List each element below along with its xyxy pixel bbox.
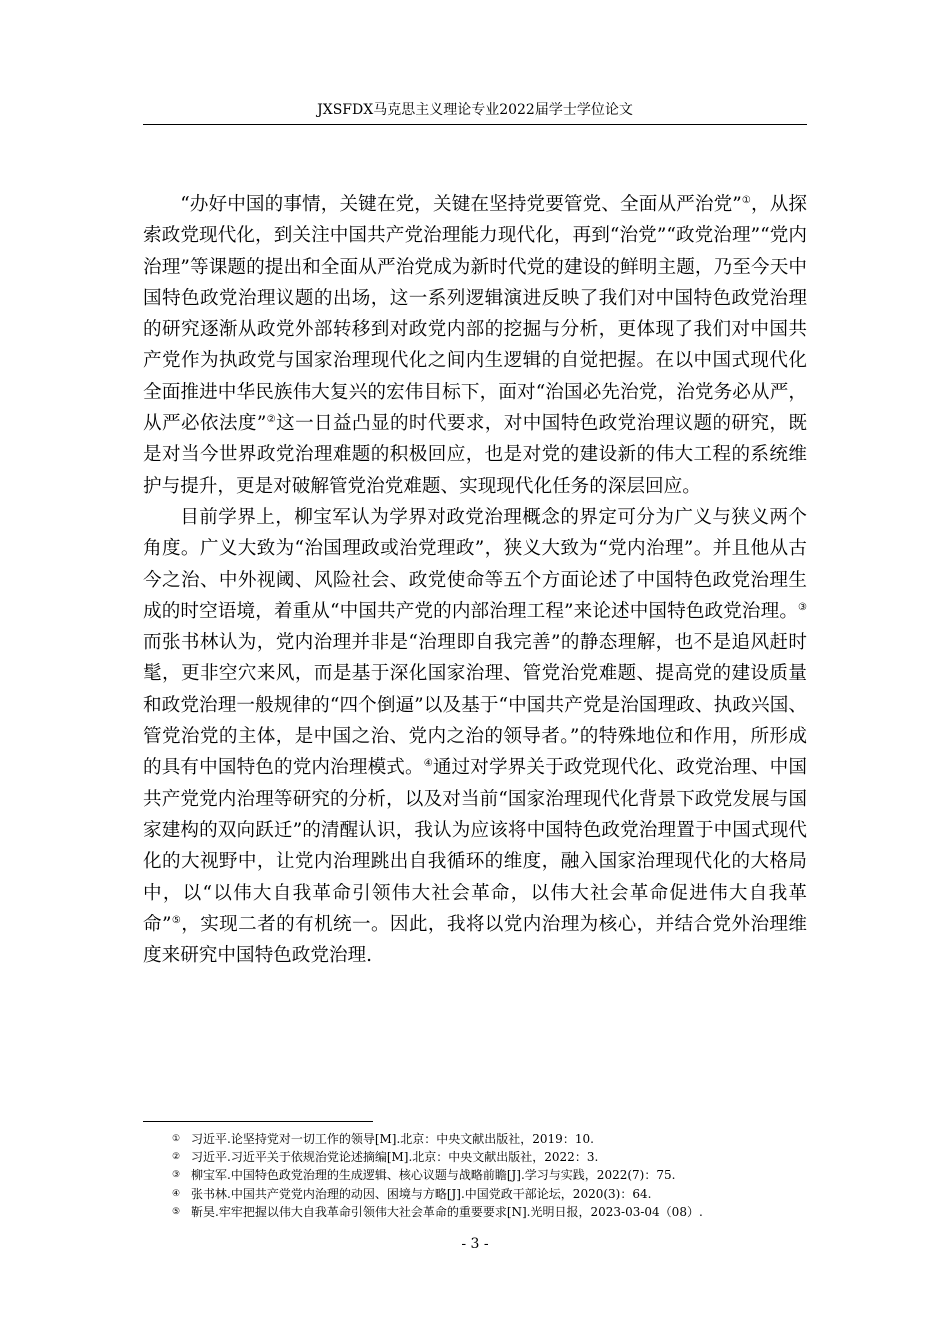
running-header: JXSFDX马克思主义理论专业2022届学士学位论文 [317,102,633,118]
paragraph [143,502,807,971]
footnote-item [172,1148,812,1166]
footnote-item [172,1203,812,1221]
text-run: 而张书林认为，党内治理并非是“治理即自我完善”的静态理解，也不是追风赶时髦，更非空穴来风，而是基于深化国家治理、管党治党难题、提高党的建设质量和政党治理一般规律的“四个倒逼”以及基于“中国共产党是治国理政、执政兴国、管党治党的主体，是中国之治、党内之治的领导者。”的特殊地位和作用，所形成的具有中国特色的党内治理模式。 [143,632,807,779]
body-text [143,189,807,971]
footnote-list [172,1130,812,1221]
paragraph [143,189,807,502]
footnote-ref[interactable]: ② [266,414,277,426]
footnote-text: 靳昊.牢牢把握以伟大自我革命引领伟大社会革命的重要要求[N].光明日报，2023-03-04（08）. [191,1204,703,1219]
footnote-marker: ② [172,1152,181,1163]
page-number: - 3 - [461,1236,489,1252]
text-run: 目前学界上，柳宝军认为学界对政党治理概念的界定可分为广义与狭义两个角度。广义大致为“治国理政或治党理政”，狭义大致为“党内治理”。并且他从古今之治、中外视阈、风险社会、政党使命等五个方面论述了中国特色政党治理生成的时空语境，着重从“中国共产党的内部治理工程”来论述中国特色政党治理。 [143,506,807,622]
footnote-item [172,1166,812,1184]
footnote-item [172,1185,812,1203]
footnote-text: 张书林.中国共产党党内治理的动因、困境与方略[J].中国党政干部论坛，2020(3)：64. [191,1186,652,1201]
footnote-marker: ③ [172,1170,181,1181]
text-run: ，从探索政党现代化，到关注中国共产党治理能力现代化，再到“治党”“政党治理”“党内治理”等课题的提出和全面从严治党成为新时代党的建设的鲜明主题，乃至今天中国特色政党治理议题的出场，这一系列逻辑演进反映了我们对中国特色政党治理的研究逐渐从政党外部转移到对政党内部的挖掘与分析，更体现了我们对中国共产党作为执政党与国家治理现代化之间内生逻辑的自觉把握。在以中国式现代化全面推进中华民族伟大复兴的宏伟目标下，面对“治国必先治党，治党务必从严，从严必依法度” [143,194,808,435]
footnote-ref[interactable]: ④ [423,758,433,770]
text-run: ，实现二者的有机统一。因此，我将以党内治理为核心，并结合党外治理维度来研究中国特色政党治理. [143,913,807,967]
footnote-ref[interactable]: ③ [798,601,807,613]
footnote-text: 习近平.论坚持党对一切工作的领导[M].北京：中央文献出版社，2019：10. [191,1132,594,1146]
text-run: “办好中国的事情，关键在党，关键在坚持党要管党、全面从严治党” [180,194,742,215]
footnote-ref[interactable]: ① [741,195,751,206]
footnote-marker: ⑤ [172,1206,181,1217]
footnote-ref[interactable]: ⑤ [171,914,182,926]
footnote-item [172,1130,812,1148]
footnote-marker: ④ [172,1188,181,1199]
footnote-text: 柳宝军.中国特色政党治理的生成逻辑、核心议题与战略前瞻[J].学习与实践，2022(7)：75. [191,1168,676,1183]
header-rule [143,124,807,125]
footnote-text: 习近平.习近平关于依规治党论述摘编[M].北京：中央文献出版社，2022：3. [191,1150,599,1165]
footnote-marker: ① [172,1134,181,1144]
footnote-separator [143,1121,373,1122]
text-run: 通过对学界关于政党现代化、政党治理、中国共产党党内治理等研究的分析，以及对当前“国家治理现代化背景下政党发展与国家建构的双向跃迁”的清醒认识，我认为应该将中国特色政党治理置于中国式现代化的大视野中，让党内治理跳出自我循环的维度，融入国家治理现代化的大格局中，以“以伟大自我革命引领伟大社会革命，以伟大社会革命促进伟大自我革命” [143,757,807,935]
text-run: 这一日益凸显的时代要求，对中国特色政党治理议题的研究，既是对当今世界政党治理难题的积极回应，也是对党的建设新的伟大工程的系统维护与提升，更是对破解管党治党难题、实现现代化任务的深层回应。 [143,413,807,497]
